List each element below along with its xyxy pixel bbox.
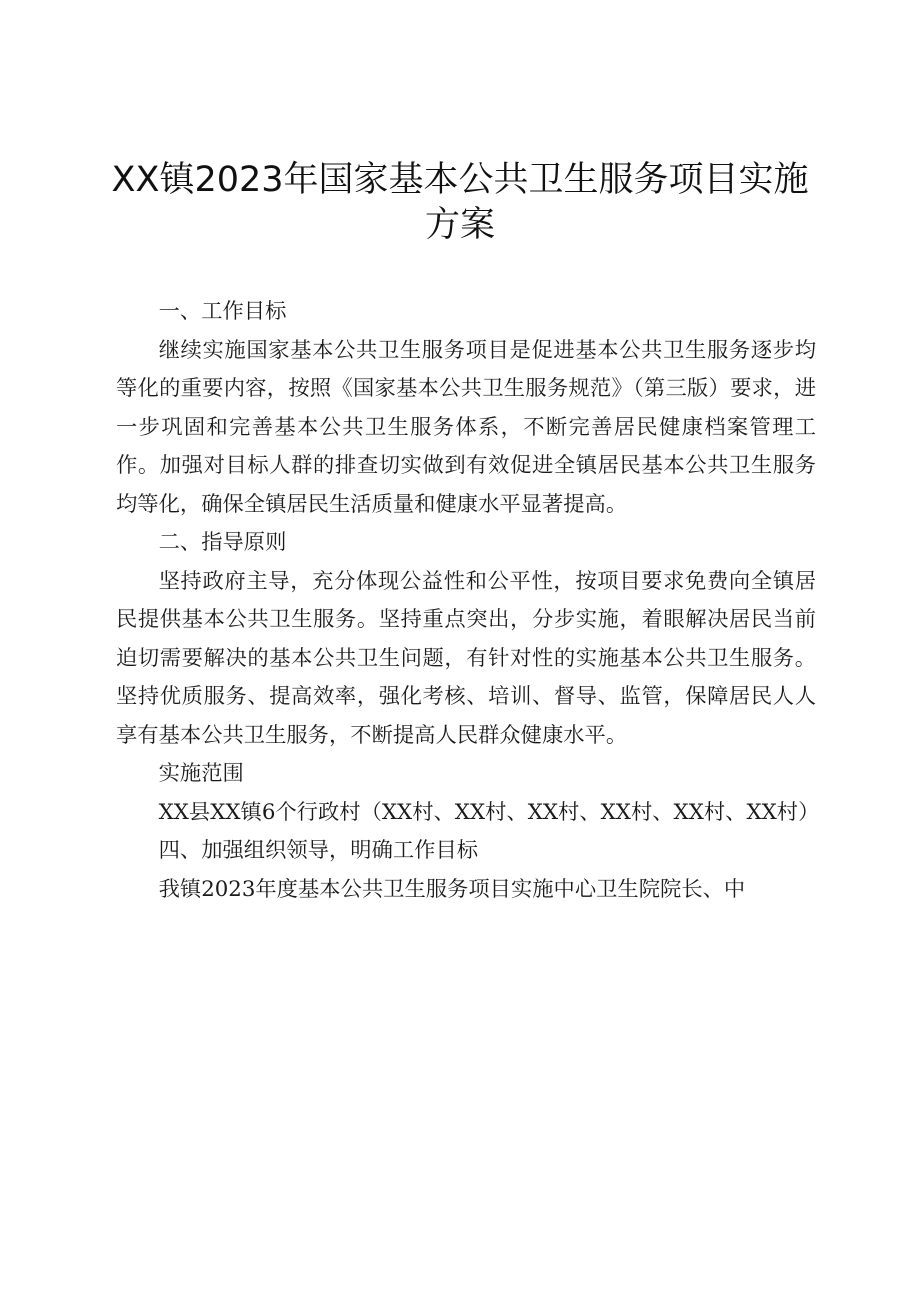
paragraph-work-goals: 继续实施国家基本公共卫生服务项目是促进基本公共卫生服务逐步均等化的重要内容，按照《国家基本公共卫生服务规范》（第三版）要求，进一步巩固和完善基本公共卫生服务体系，不断完善居民健康档案管理工作。加强对目标人群的排查切实做到有效促进全镇居民基本公共卫生服务均等化，确保全镇居民生活质量和健康水平显著提高。: [116, 337, 816, 517]
paragraph-organization-leadership: 我镇2023年度基本公共卫生服务项目实施中心卫生院院长、中: [158, 876, 746, 902]
paragraph-implementation-scope: XX县XX镇6个行政村（XX村、XX村、XX村、XX村、XX村、XX村）: [158, 799, 820, 825]
section-heading-work-goals: 一、工作目标: [158, 299, 287, 324]
document-title-line-2: 方案: [424, 205, 495, 245]
section-heading-implementation-scope: 实施范围: [158, 761, 244, 786]
paragraph-guiding-principles: 坚持政府主导，充分体现公益性和公平性，按项目要求免费向全镇居民提供基本公共卫生服务。坚持重点突出，分步实施，着眼解决居民当前迫切需要解决的基本公共卫生问题，有针对性的实施基本公共卫生服务。坚持优质服务、提高效率，强化考核、培训、督导、监管，保障居民人人享有基本公共卫生服务，不断提高人民群众健康水平。: [116, 568, 816, 748]
section-heading-organization-leadership: 四、加强组织领导，明确工作目标: [158, 838, 479, 863]
section-heading-guiding-principles: 二、指导原则: [158, 530, 287, 555]
document-title: [100, 158, 820, 248]
document-title-line-1: XX镇2023年国家基本公共卫生服务项目实施: [111, 160, 809, 200]
document-body: [116, 293, 820, 909]
